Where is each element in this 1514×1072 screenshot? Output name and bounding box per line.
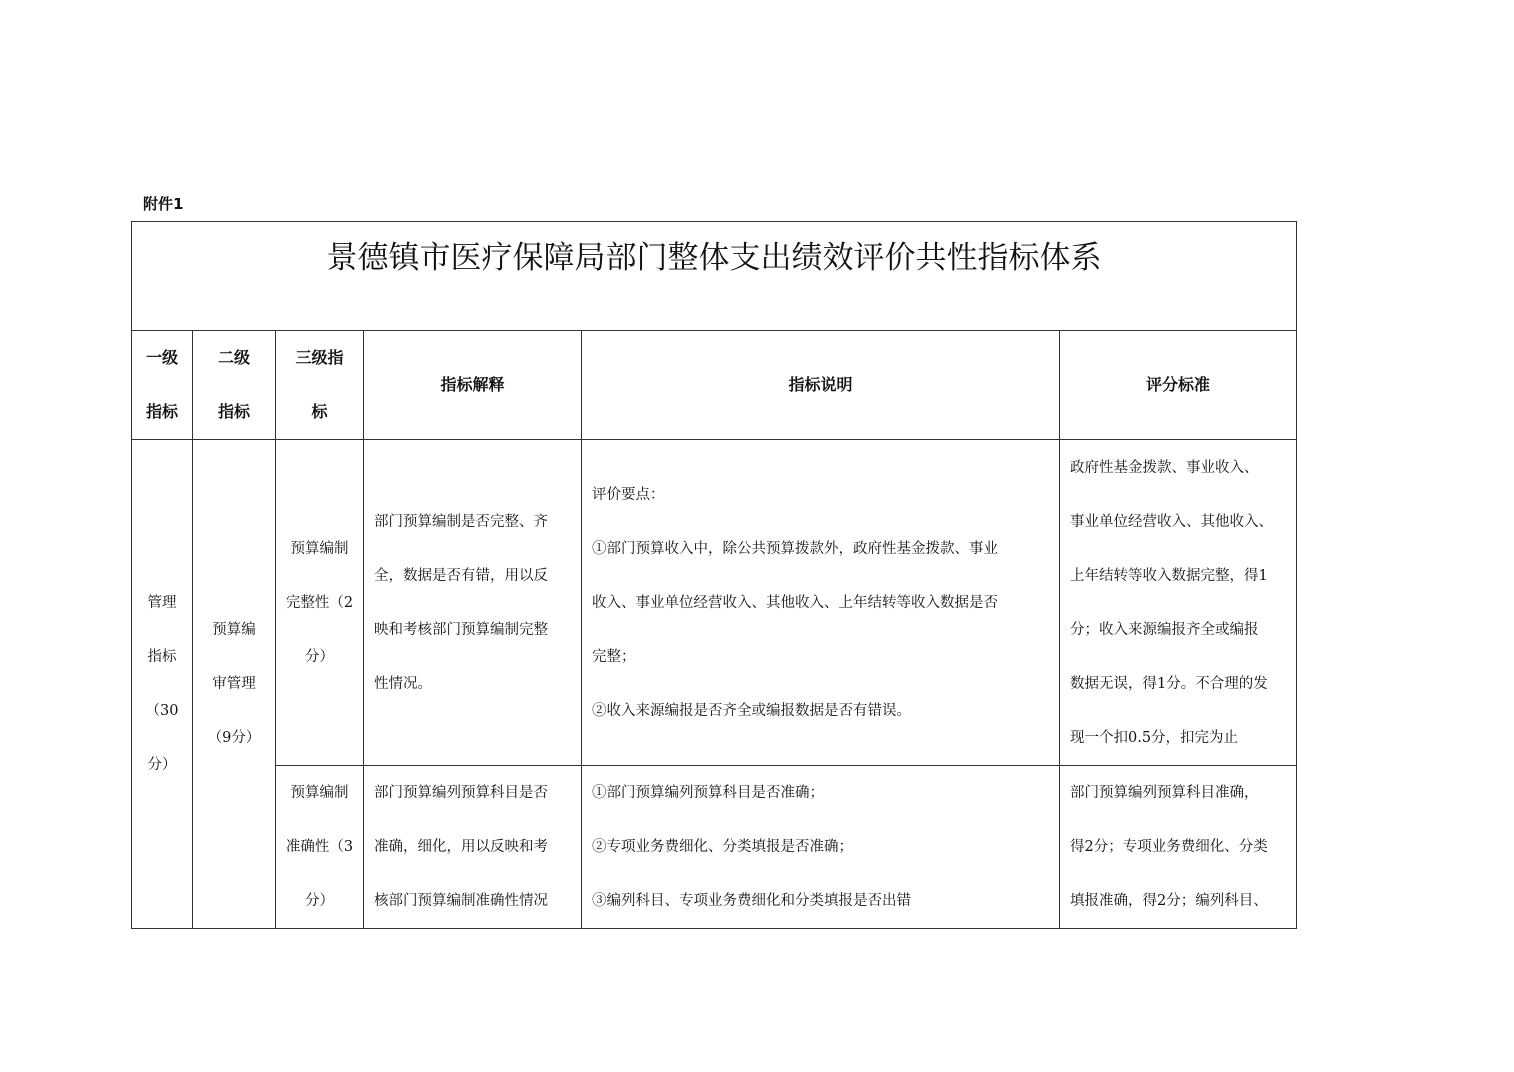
header-level2: 二级 指标 [193,331,276,440]
explanation-cell: 部门预算编列预算科目是否 准确，细化，用以反映和考 核部门预算编制准确性情况 [364,766,582,929]
level1-cell: 管理 指标 （30 分） [132,440,193,929]
level2-cell: 预算编 审管理 （9分） [193,440,276,929]
scoring-cell: 政府性基金拨款、事业收入、 事业单位经营收入、其他收入、 上年结转等收入数据完整，得1 分；收入来源编报齐全或编报 数据无误，得1分。不合理的发 现一个扣0.5分，扣完为止 [1060,440,1297,766]
header-level3: 三级指 标 [276,331,364,440]
header-level1: 一级 指标 [132,331,193,440]
table-row [132,766,1297,929]
description-cell: 评价要点： ①部门预算收入中，除公共预算拨款外，政府性基金拨款、事业 收入、事业单位经营收入、其他收入、上年结转等收入数据是否 完整； ②收入来源编报是否齐全或编报数据是否有错误。 [582,440,1060,766]
description-cell: ①部门预算编列预算科目是否准确； ②专项业务费细化、分类填报是否准确； ③编列科目、专项业务费细化和分类填报是否出错 [582,766,1060,929]
scoring-cell: 部门预算编列预算科目准确， 得2分；专项业务费细化、分类 填报准确，得2分；编列科目、 [1060,766,1297,929]
level3-cell: 预算编制 准确性（3 分） [276,766,364,929]
indicator-table [131,221,1297,929]
document-title: 景德镇市医疗保障局部门整体支出绩效评价共性指标体系 [326,240,1102,276]
table-row [132,440,1297,766]
header-scoring: 评分标准 [1060,331,1297,440]
header-row [132,331,1297,440]
header-explanation: 指标解释 [364,331,582,440]
header-description: 指标说明 [582,331,1060,440]
explanation-cell: 部门预算编制是否完整、齐 全，数据是否有错，用以反 映和考核部门预算编制完整 性情况。 [364,440,582,766]
title-cell [132,222,1297,331]
attachment-label: 附件1 [143,195,184,213]
level3-cell: 预算编制 完整性（2 分） [276,440,364,766]
